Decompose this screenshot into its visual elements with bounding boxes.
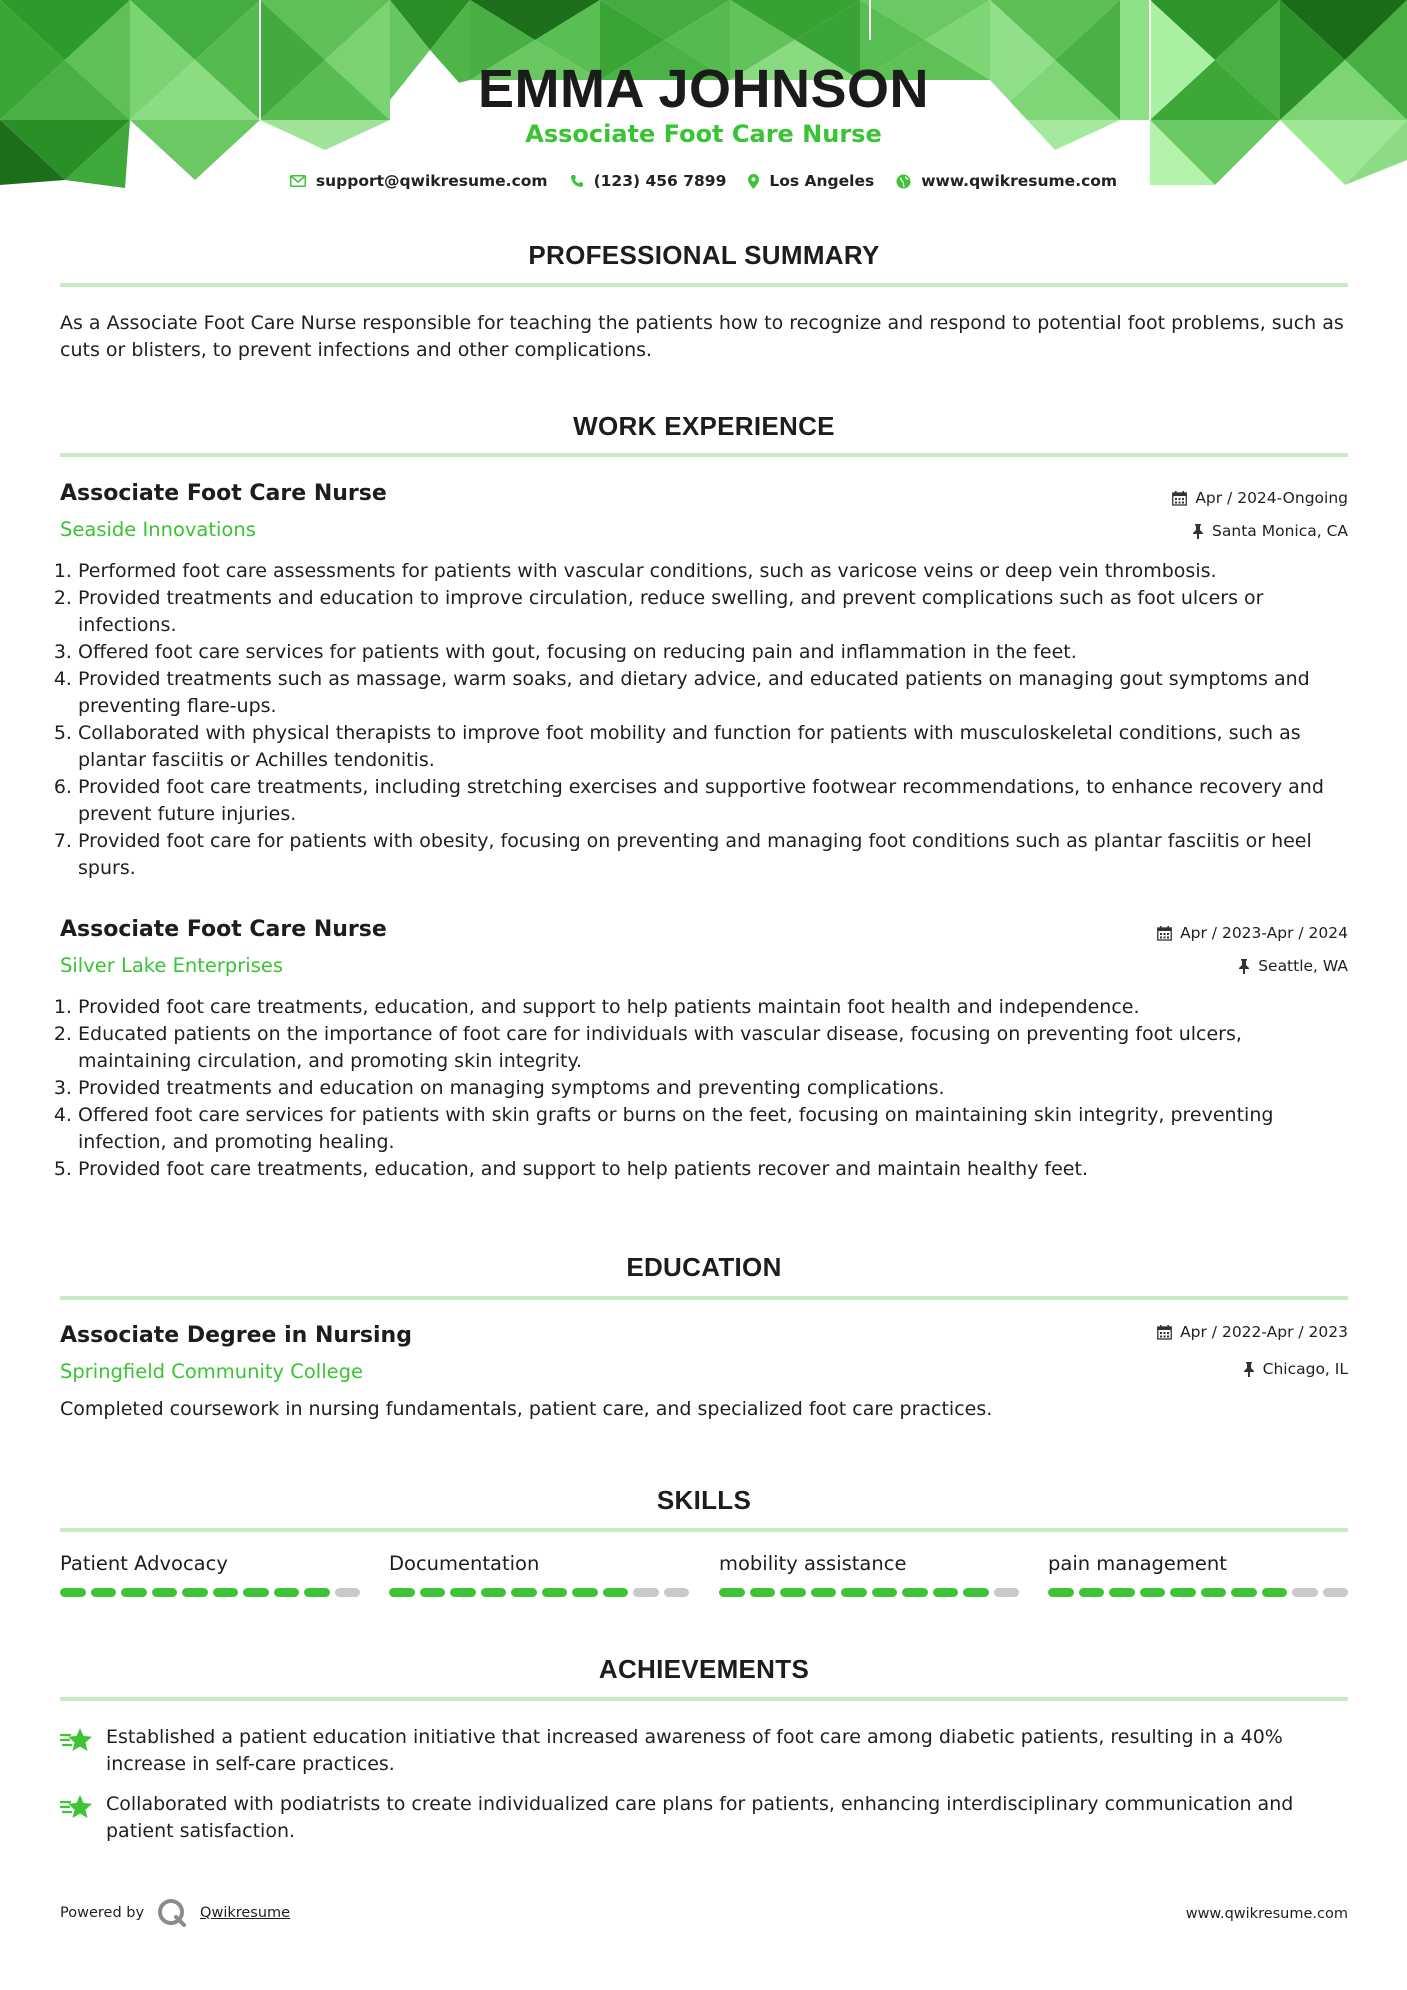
skill-segment-empty bbox=[1323, 1588, 1349, 1597]
pushpin-icon bbox=[1243, 1362, 1255, 1377]
achievement-item bbox=[60, 1791, 1350, 1845]
skill-segment-filled bbox=[304, 1588, 330, 1597]
skill-segment-filled bbox=[481, 1588, 507, 1597]
job-bullet: 5. Provided foot care treatments, education, and support to help patients recover and maintain healthy feet. bbox=[78, 1156, 1350, 1183]
skill-level-bar bbox=[60, 1588, 360, 1597]
job-bullet: 5. Collaborated with physical therapists to improve foot mobility and function for patients with musculoskeletal conditions, such as plantar fasciitis or Achilles tendonitis. bbox=[78, 720, 1350, 774]
candidate-name: EMMA JOHNSON bbox=[477, 59, 930, 119]
contact-location bbox=[748, 172, 874, 190]
skill-segment-filled bbox=[274, 1588, 300, 1597]
skill-segment-filled bbox=[603, 1588, 629, 1597]
achievements-divider bbox=[60, 1697, 1348, 1701]
skill-segment-filled bbox=[243, 1588, 269, 1597]
job-bullet: 4. Provided treatments such as massage, warm soaks, and dietary advice, and educated patients on managing gout symptoms and preventing flare-ups. bbox=[78, 666, 1350, 720]
education-description: Completed coursework in nursing fundamentals, patient care, and specialized foot care practices. bbox=[60, 1398, 993, 1420]
job-dates-text: Apr / 2023-Apr / 2024 bbox=[1180, 924, 1348, 942]
summary-section-title: PROFESSIONAL SUMMARY bbox=[528, 240, 880, 270]
qwikresume-logo-icon bbox=[156, 1897, 188, 1929]
skill-segment-filled bbox=[91, 1588, 117, 1597]
achievement-text: Established a patient education initiative that increased awareness of foot care among diabetic patients, resulting in a 40% increase in self-care practices. bbox=[106, 1726, 1283, 1775]
star-icon bbox=[60, 1793, 94, 1821]
education-divider bbox=[60, 1296, 1348, 1300]
job-title: Associate Foot Care Nurse bbox=[60, 917, 387, 942]
education-location-text: Chicago, IL bbox=[1262, 1360, 1348, 1378]
job-bullet: 6. Provided foot care treatments, including stretching exercises and supportive footwear recommendations, to enhance recovery and prevent future injuries. bbox=[78, 774, 1350, 828]
candidate-role: Associate Foot Care Nurse bbox=[525, 120, 882, 148]
summary-divider bbox=[60, 283, 1348, 287]
contact-email-text: support@qwikresume.com bbox=[315, 172, 548, 190]
job-bullet: 1. Provided foot care treatments, education, and support to help patients maintain foot health and independence. bbox=[78, 994, 1350, 1021]
skill-item bbox=[1048, 1552, 1348, 1597]
skill-segment-filled bbox=[60, 1588, 86, 1597]
job-location bbox=[1192, 522, 1348, 540]
skill-level-bar bbox=[1048, 1588, 1348, 1597]
job-bullet: 1. Performed foot care assessments for patients with vascular conditions, such as varicose veins or deep vein thrombosis. bbox=[78, 558, 1350, 585]
map-pin-icon bbox=[748, 174, 759, 189]
calendar-icon bbox=[1172, 491, 1187, 506]
skill-level-bar bbox=[389, 1588, 689, 1597]
skill-segment-filled bbox=[511, 1588, 537, 1597]
skill-segment-filled bbox=[542, 1588, 568, 1597]
pushpin-icon bbox=[1238, 959, 1250, 974]
skill-item bbox=[719, 1552, 1019, 1597]
job-bullet: 2. Educated patients on the importance of foot care for individuals with vascular disease, focusing on preventing foot ulcers, maintaining circulation, and promoting skin integrity. bbox=[78, 1021, 1350, 1075]
skill-segment-empty bbox=[335, 1588, 361, 1597]
contact-email[interactable] bbox=[290, 172, 548, 190]
job-bullets bbox=[60, 558, 1350, 882]
job-bullets bbox=[60, 994, 1350, 1183]
job-company: Seaside Innovations bbox=[60, 518, 256, 541]
skill-name: pain management bbox=[1048, 1552, 1227, 1575]
contact-location-text: Los Angeles bbox=[769, 172, 875, 190]
pushpin-icon bbox=[1192, 524, 1204, 539]
envelope-icon bbox=[290, 175, 306, 187]
skill-segment-filled bbox=[902, 1588, 928, 1597]
skill-segment-filled bbox=[1262, 1588, 1288, 1597]
education-dates-text: Apr / 2022-Apr / 2023 bbox=[1180, 1323, 1348, 1341]
globe-icon bbox=[896, 174, 911, 189]
job-dates bbox=[1172, 489, 1348, 507]
skill-segment-filled bbox=[1201, 1588, 1227, 1597]
skills-divider bbox=[60, 1528, 1348, 1532]
skill-segment-filled bbox=[841, 1588, 867, 1597]
contact-website-text: www.qwikresume.com bbox=[921, 172, 1118, 190]
experience-divider bbox=[60, 453, 1348, 457]
skill-level-bar bbox=[719, 1588, 1019, 1597]
skills-section-title: SKILLS bbox=[656, 1485, 752, 1515]
education-dates bbox=[1157, 1323, 1348, 1341]
job-location bbox=[1238, 957, 1348, 975]
job-bullet: 7. Provided foot care for patients with obesity, focusing on preventing and managing foot conditions such as plantar fasciitis or heel spurs. bbox=[78, 828, 1350, 882]
job-bullet: 3. Provided treatments and education on managing symptoms and preventing complications. bbox=[78, 1075, 1350, 1102]
footer-website[interactable]: www.qwikresume.com bbox=[1185, 1906, 1348, 1922]
skill-segment-filled bbox=[1079, 1588, 1105, 1597]
powered-by-label: Powered by bbox=[60, 1905, 145, 1921]
skill-name: mobility assistance bbox=[719, 1552, 907, 1575]
skill-segment-filled bbox=[933, 1588, 959, 1597]
skill-segment-filled bbox=[1231, 1588, 1257, 1597]
skill-segment-filled bbox=[963, 1588, 989, 1597]
skill-segment-empty bbox=[1292, 1588, 1318, 1597]
skill-segment-empty bbox=[633, 1588, 659, 1597]
skill-segment-filled bbox=[780, 1588, 806, 1597]
experience-section-title: WORK EXPERIENCE bbox=[573, 411, 835, 441]
skill-segment-filled bbox=[389, 1588, 415, 1597]
skill-segment-filled bbox=[450, 1588, 476, 1597]
contact-bar bbox=[0, 172, 1407, 190]
contact-phone-text: (123) 456 7899 bbox=[593, 172, 727, 190]
education-school: Springfield Community College bbox=[60, 1360, 364, 1383]
job-dates-text: Apr / 2024-Ongoing bbox=[1195, 489, 1348, 507]
skill-segment-filled bbox=[750, 1588, 776, 1597]
star-icon bbox=[60, 1726, 94, 1754]
job-location-text: Santa Monica, CA bbox=[1212, 522, 1348, 540]
footer-powered-by bbox=[60, 1897, 290, 1929]
skill-segment-filled bbox=[213, 1588, 239, 1597]
skill-segment-filled bbox=[121, 1588, 147, 1597]
skill-segment-filled bbox=[1140, 1588, 1166, 1597]
skill-segment-filled bbox=[420, 1588, 446, 1597]
education-degree: Associate Degree in Nursing bbox=[60, 1323, 412, 1348]
brand-link[interactable]: Qwikresume bbox=[200, 1905, 291, 1921]
job-bullet: 3. Offered foot care services for patients with gout, focusing on reducing pain and inflammation in the feet. bbox=[78, 639, 1350, 666]
job-dates bbox=[1157, 924, 1348, 942]
contact-website[interactable] bbox=[896, 172, 1117, 190]
skill-segment-filled bbox=[872, 1588, 898, 1597]
skill-item bbox=[389, 1552, 689, 1597]
achievement-text: Collaborated with podiatrists to create individualized care plans for patients, enhancing interdisciplinary communication and patient satisfaction. bbox=[106, 1793, 1294, 1842]
education-location bbox=[1243, 1360, 1348, 1378]
skill-segment-filled bbox=[572, 1588, 598, 1597]
skill-name: Patient Advocacy bbox=[60, 1552, 228, 1575]
skill-item bbox=[60, 1552, 360, 1597]
skill-segment-filled bbox=[182, 1588, 208, 1597]
achievement-item bbox=[60, 1724, 1350, 1778]
job-bullet: 4. Offered foot care services for patients with skin grafts or burns on the feet, focusing on maintaining skin integrity, preventing infection, and promoting healing. bbox=[78, 1102, 1350, 1156]
skill-segment-filled bbox=[152, 1588, 178, 1597]
job-title: Associate Foot Care Nurse bbox=[60, 481, 387, 506]
skill-segment-filled bbox=[719, 1588, 745, 1597]
summary-text: As a Associate Foot Care Nurse responsible for teaching the patients how to recognize and respond to potential foot problems, such as cuts or blisters, to prevent infections and other complications. bbox=[60, 312, 1344, 361]
skill-segment-filled bbox=[1109, 1588, 1135, 1597]
job-company: Silver Lake Enterprises bbox=[60, 954, 284, 977]
job-bullet: 2. Provided treatments and education to improve circulation, reduce swelling, and prevent complications such as foot ulcers or infections. bbox=[78, 585, 1350, 639]
skill-segment-empty bbox=[994, 1588, 1020, 1597]
skill-segment-filled bbox=[1048, 1588, 1074, 1597]
contact-phone[interactable] bbox=[570, 172, 727, 190]
skill-segment-filled bbox=[1170, 1588, 1196, 1597]
skill-segment-empty bbox=[664, 1588, 690, 1597]
phone-icon bbox=[570, 174, 584, 188]
skill-segment-filled bbox=[811, 1588, 837, 1597]
education-section-title: EDUCATION bbox=[626, 1252, 782, 1282]
skill-name: Documentation bbox=[389, 1552, 540, 1575]
calendar-icon bbox=[1157, 1325, 1172, 1340]
job-location-text: Seattle, WA bbox=[1258, 957, 1348, 975]
calendar-icon bbox=[1157, 926, 1172, 941]
achievements-section-title: ACHIEVEMENTS bbox=[598, 1654, 810, 1684]
